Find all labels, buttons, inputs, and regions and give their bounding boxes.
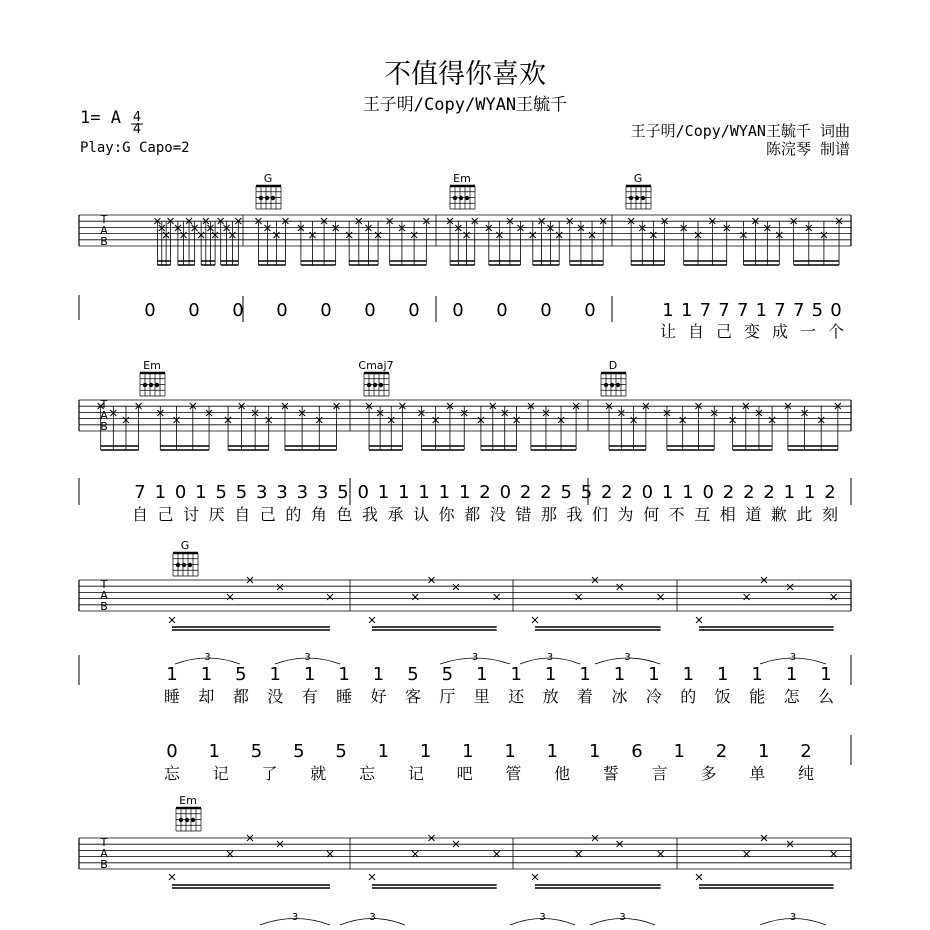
tab-letter: T xyxy=(100,213,108,226)
jianpu-note: 2 xyxy=(540,482,552,503)
jianpu-note: 1 xyxy=(820,664,832,685)
jianpu-note: 7 xyxy=(699,300,712,321)
jianpu-note: 1 xyxy=(546,741,559,762)
tab-letter: T xyxy=(100,398,108,411)
lyric: 着 xyxy=(577,687,594,706)
chord-dot xyxy=(188,563,192,567)
chord-name: Em xyxy=(179,794,197,807)
chord-dot xyxy=(453,196,457,200)
jianpu-note: 3 xyxy=(316,482,329,503)
tab-letter: B xyxy=(100,600,108,613)
jianpu-note: 1 xyxy=(579,664,591,685)
chord-name: Cmaj7 xyxy=(358,359,394,372)
jianpu-note: 1 xyxy=(303,664,316,685)
jianpu-note: 5 xyxy=(235,482,248,503)
chord-dot xyxy=(143,383,147,387)
lyric: 忘 xyxy=(163,764,181,783)
jianpu-note: 2 xyxy=(722,482,735,503)
jianpu-note: 2 xyxy=(824,482,836,503)
jianpu-note: 1 xyxy=(195,482,207,503)
lyric: 个 xyxy=(827,322,845,341)
chord-name: G xyxy=(633,172,643,185)
chord-name: G xyxy=(263,172,273,185)
lyric: 厅 xyxy=(439,687,456,706)
jianpu-note: 0 xyxy=(408,300,420,321)
chord-dot xyxy=(271,196,275,200)
lyric: 多 xyxy=(700,764,717,783)
jianpu-note: 0 xyxy=(357,482,369,503)
jianpu-note: 7 xyxy=(736,300,749,321)
lyric: 自 xyxy=(687,322,705,341)
chord-dot xyxy=(259,196,263,200)
jianpu-note: 5 xyxy=(235,664,247,685)
lyric: 己 xyxy=(715,322,733,341)
jianpu-note: 1 xyxy=(269,664,281,685)
jianpu-note: 3 xyxy=(296,482,309,503)
jianpu-note: 1 xyxy=(338,664,350,685)
jianpu-note: 1 xyxy=(755,300,768,321)
jianpu-note: 2 xyxy=(743,482,755,503)
jianpu-note: 1 xyxy=(662,300,674,321)
triplet-mark: 3 xyxy=(204,652,211,663)
jianpu-note: 0 xyxy=(320,300,332,321)
chord-dot xyxy=(265,196,269,200)
chord-dot xyxy=(379,383,383,387)
lyric: 的 xyxy=(680,687,697,706)
lyric: 么 xyxy=(817,687,835,706)
lyric: 客 xyxy=(404,687,421,706)
jianpu-note: 2 xyxy=(519,482,532,503)
lyric: 能 xyxy=(749,687,766,706)
jianpu-note: 5 xyxy=(580,482,593,503)
triplet-mark: 3 xyxy=(471,652,479,663)
lyric: 讨 xyxy=(183,505,200,524)
jianpu-note: 1 xyxy=(682,482,694,503)
jianpu-note: 1 xyxy=(377,741,390,762)
jianpu-note: 5 xyxy=(441,664,454,685)
jianpu-note: 7 xyxy=(718,300,730,321)
lyric: 己 xyxy=(259,505,276,524)
lyric: 单 xyxy=(749,764,766,783)
lyric: 里 xyxy=(473,687,490,706)
lyric: 刻 xyxy=(821,505,839,524)
jianpu-note: 7 xyxy=(774,300,786,321)
jianpu-note: 0 xyxy=(702,482,714,503)
lyric: 冰 xyxy=(611,687,628,706)
lyric: 那 xyxy=(540,505,557,524)
jianpu-note: 1 xyxy=(544,664,557,685)
key-signature: 1= A xyxy=(80,108,121,128)
tab-letter: A xyxy=(100,409,108,422)
lyric: 为 xyxy=(617,505,634,524)
jianpu-note: 1 xyxy=(372,664,385,685)
lyric: 没 xyxy=(267,687,284,706)
jianpu-note: 5 xyxy=(335,741,347,762)
triplet-mark: 3 xyxy=(789,652,797,663)
jianpu-note: 2 xyxy=(800,741,812,762)
lyric: 好 xyxy=(370,687,387,706)
credits-arranger: 陈浣琴 制谱 xyxy=(765,140,850,158)
jianpu-note: 3 xyxy=(276,482,288,503)
time-signature-bottom: 4 xyxy=(132,122,142,137)
chord-dot xyxy=(629,196,633,200)
lyric: 都 xyxy=(232,687,249,706)
jianpu-note: 0 xyxy=(276,300,288,321)
jianpu-note: 0 xyxy=(830,300,842,321)
jianpu-note: 1 xyxy=(588,741,601,762)
lyric: 还 xyxy=(508,687,525,706)
lyric: 记 xyxy=(212,764,229,783)
chord-dot xyxy=(373,383,377,387)
chord-dot xyxy=(465,196,469,200)
chord-dot xyxy=(155,383,159,387)
jianpu-note: 0 xyxy=(166,741,178,762)
lyric: 就 xyxy=(310,764,327,783)
lyric: 互 xyxy=(694,505,711,524)
lyric: 此 xyxy=(796,505,813,524)
chord-dot xyxy=(176,563,180,567)
lyric: 纯 xyxy=(797,764,815,783)
chord-dot xyxy=(182,563,186,567)
lyric: 让 xyxy=(659,322,677,341)
jianpu-note: 5 xyxy=(337,482,349,503)
jianpu-note: 0 xyxy=(499,482,512,503)
jianpu-note: 1 xyxy=(510,664,522,685)
lyric: 成 xyxy=(771,322,789,341)
chord-dot xyxy=(367,383,371,387)
triplet-mark: 3 xyxy=(624,652,631,663)
triplet-mark: 3 xyxy=(304,652,311,663)
jianpu-note: 0 xyxy=(641,482,654,503)
triplet-mark: 3 xyxy=(539,912,546,923)
jianpu-note: 1 xyxy=(398,482,410,503)
tab-letter: A xyxy=(100,224,108,237)
triplet-mark: 3 xyxy=(546,652,554,663)
lyric: 不 xyxy=(668,505,685,524)
jianpu-note: 5 xyxy=(560,482,572,503)
lyric: 厌 xyxy=(208,505,225,524)
jianpu-note: 0 xyxy=(144,300,156,321)
jianpu-note: 1 xyxy=(476,664,488,685)
jianpu-note: 1 xyxy=(200,664,213,685)
jianpu-note: 1 xyxy=(785,664,798,685)
play-info: Play:G Capo=2 xyxy=(80,140,190,156)
chord-dot xyxy=(616,383,620,387)
chord-dot xyxy=(179,818,183,822)
jianpu-note: 5 xyxy=(811,300,824,321)
chord-name: Em xyxy=(453,172,471,185)
lyric: 没 xyxy=(489,505,506,524)
lyric: 相 xyxy=(719,505,736,524)
jianpu-note: 1 xyxy=(504,741,516,762)
credits-lyricist-composer: 王子明/Copy/WYAN王毓千 词曲 xyxy=(630,122,850,140)
jianpu-note: 2 xyxy=(601,482,613,503)
jianpu-note: 1 xyxy=(377,482,390,503)
jianpu-note: 1 xyxy=(458,482,471,503)
jianpu-note: 6 xyxy=(631,741,643,762)
triplet-mark: 3 xyxy=(789,912,797,923)
lyric: 的 xyxy=(285,505,302,524)
lyric: 歉 xyxy=(770,505,787,524)
chord-dot xyxy=(185,818,189,822)
lyric: 们 xyxy=(591,505,609,524)
jianpu-note: 3 xyxy=(256,482,268,503)
tab-letter: A xyxy=(100,847,108,860)
jianpu-note: 1 xyxy=(418,482,430,503)
chord-dot xyxy=(191,818,195,822)
lyric: 饭 xyxy=(714,687,731,706)
tab-letter: T xyxy=(100,578,108,591)
jianpu-note: 0 xyxy=(496,300,508,321)
lyric: 却 xyxy=(198,687,215,706)
lyric: 变 xyxy=(743,322,761,341)
jianpu-note: 1 xyxy=(680,300,693,321)
jianpu-note: 1 xyxy=(208,741,220,762)
song-subtitle: 王子明/Copy/WYAN王毓千 xyxy=(362,95,568,115)
jianpu-note: 1 xyxy=(661,482,674,503)
chord-dot xyxy=(459,196,463,200)
lyric: 记 xyxy=(407,764,424,783)
tab-letter: B xyxy=(100,235,108,248)
jianpu-note: 2 xyxy=(715,741,728,762)
jianpu-note: 2 xyxy=(763,482,775,503)
chord-dot xyxy=(635,196,639,200)
lyric: 我 xyxy=(361,505,379,524)
jianpu-note: 5 xyxy=(215,482,227,503)
jianpu-note: 2 xyxy=(479,482,491,503)
chord-name: G xyxy=(180,539,190,552)
jianpu-note: 1 xyxy=(154,482,167,503)
chord-name: D xyxy=(608,359,618,372)
song-title: 不值得你喜欢 xyxy=(384,59,546,90)
lyric: 色 xyxy=(336,505,353,524)
lyric: 道 xyxy=(745,505,762,524)
lyric: 冷 xyxy=(645,687,662,706)
jianpu-note: 1 xyxy=(783,482,796,503)
lyric: 睡 xyxy=(336,687,353,706)
chord-dot xyxy=(604,383,608,387)
jianpu-note: 0 xyxy=(452,300,464,321)
chord-name: Em xyxy=(143,359,161,372)
lyric: 有 xyxy=(301,687,318,706)
lyric: 都 xyxy=(464,505,481,524)
tab-letter: T xyxy=(100,836,108,849)
jianpu-note: 1 xyxy=(166,664,178,685)
jianpu-note: 1 xyxy=(717,664,729,685)
time-signature-top: 4 xyxy=(132,110,142,125)
tab-letter: A xyxy=(100,589,108,602)
triplet-mark: 3 xyxy=(369,912,376,923)
lyric: 言 xyxy=(651,764,668,783)
triplet-mark: 3 xyxy=(291,912,299,923)
lyric: 角 xyxy=(310,505,327,524)
jianpu-note: 1 xyxy=(419,741,432,762)
lyric: 怎 xyxy=(783,687,800,706)
jianpu-note: 1 xyxy=(682,664,695,685)
chord-dot xyxy=(610,383,614,387)
triplet-mark: 3 xyxy=(619,912,626,923)
jianpu-note: 0 xyxy=(540,300,552,321)
jianpu-note: 1 xyxy=(803,482,816,503)
jianpu-note: 5 xyxy=(407,664,419,685)
jianpu-note: 1 xyxy=(673,741,685,762)
lyric: 何 xyxy=(643,505,660,524)
jianpu-note: 1 xyxy=(613,664,626,685)
jianpu-note: 1 xyxy=(462,741,474,762)
lyric: 自 xyxy=(131,505,149,524)
lyric: 吧 xyxy=(456,764,473,783)
lyric: 管 xyxy=(505,764,522,783)
lyric: 己 xyxy=(157,505,174,524)
jianpu-note: 0 xyxy=(188,300,200,321)
jianpu-note: 5 xyxy=(293,741,305,762)
lyric: 错 xyxy=(515,505,532,524)
tab-letter: B xyxy=(100,420,108,433)
lyric: 承 xyxy=(387,505,404,524)
lyric: 了 xyxy=(261,764,278,783)
lyric: 认 xyxy=(413,505,430,524)
lyric: 忘 xyxy=(359,764,376,783)
lyric: 我 xyxy=(566,505,583,524)
lyric: 放 xyxy=(542,687,559,706)
lyric: 你 xyxy=(438,505,455,524)
lyric: 自 xyxy=(234,505,251,524)
jianpu-note: 1 xyxy=(648,664,660,685)
lyric: 誓 xyxy=(602,764,619,783)
jianpu-note: 7 xyxy=(792,300,805,321)
chord-dot xyxy=(641,196,645,200)
jianpu-note: 1 xyxy=(438,482,451,503)
lyric: 一 xyxy=(799,322,817,341)
jianpu-note: 5 xyxy=(250,741,263,762)
lyric: 睡 xyxy=(163,687,181,706)
jianpu-note: 1 xyxy=(758,741,770,762)
tab-letter: B xyxy=(100,858,108,871)
chord-dot xyxy=(149,383,153,387)
jianpu-note: 0 xyxy=(232,300,244,321)
jianpu-note: 0 xyxy=(584,300,596,321)
jianpu-note: 7 xyxy=(134,482,146,503)
jianpu-note: 2 xyxy=(621,482,633,503)
lyric: 他 xyxy=(554,764,571,783)
jianpu-note: 1 xyxy=(751,664,763,685)
jianpu-note: 0 xyxy=(174,482,187,503)
jianpu-note: 0 xyxy=(364,300,376,321)
